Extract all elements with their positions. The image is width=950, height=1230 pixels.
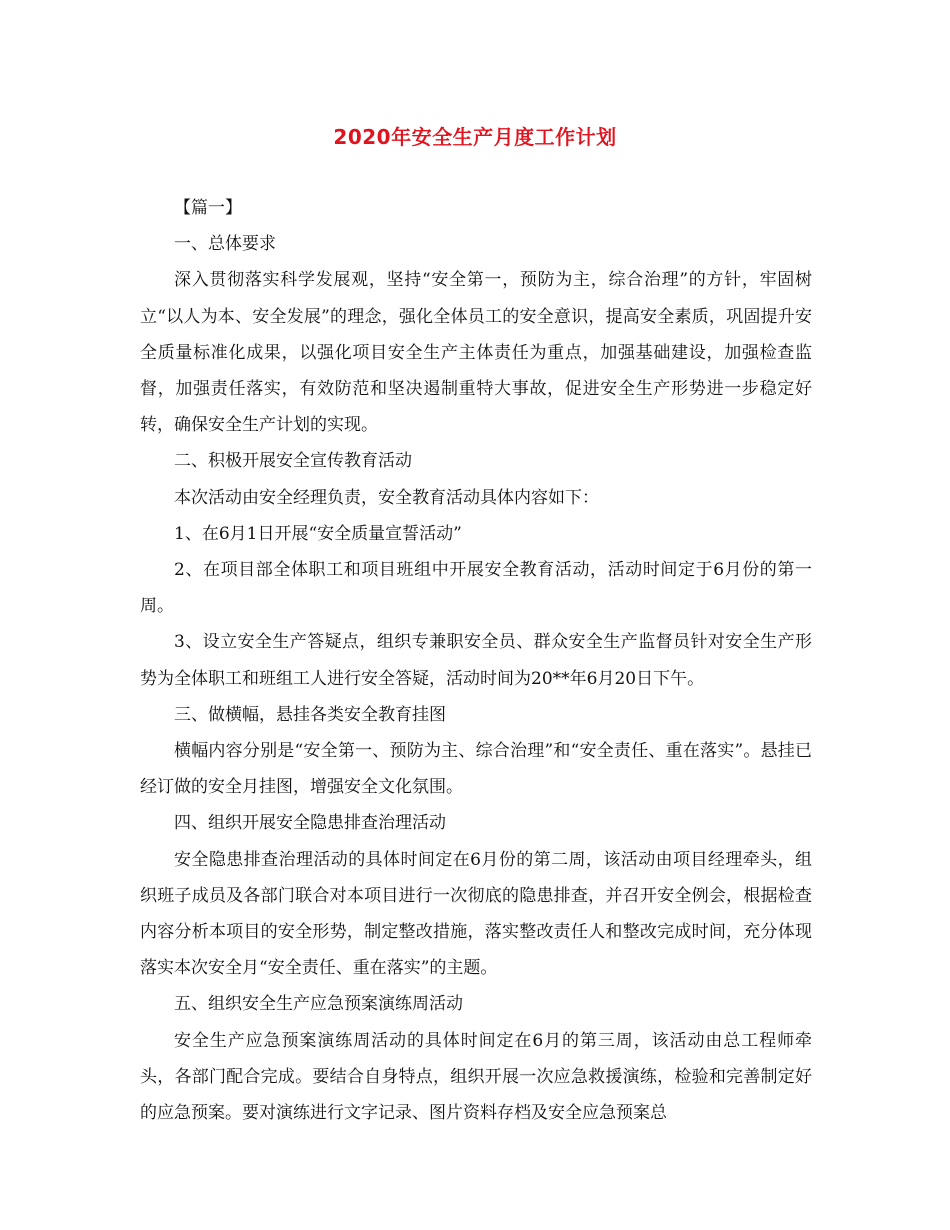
list-item: 1、在6月1日开展“安全质量宣誓活动”	[174, 523, 462, 544]
heading-emergency-drill: 五、组织安全生产应急预案演练周活动	[174, 994, 463, 1015]
paragraph: 深入贯彻落实科学发展观，坚持“安全第一，预防为主，综合治理”的方针，牢固树立“以人为本、安全发展”的理念，强化全体员工的安全意识，提高安全素质，巩固提升安全质量标准化成果，以强化项目安全生产主体责任为重点，加强基础建设，加强检查监督，加强责任落实，有效防范和坚决遏制重特大事故，促进安全生产形势进一步稳定好转，确保安全生产计划的实现。	[140, 270, 812, 436]
heading-general-requirements: 一、总体要求	[174, 234, 276, 255]
list-item: 2、在项目部全体职工和项目班组中开展安全教育活动，活动时间定于6月份的第一周。	[140, 560, 812, 617]
document-title: 2020年安全生产月度工作计划	[333, 125, 617, 149]
paragraph: 安全生产应急预案演练周活动的具体时间定在6月的第三周，该活动由总工程师牵头，各部门配合完成。要结合自身特点，组织开展一次应急救援演练，检验和完善制定好的应急预案。要对演练进行文字记录、图片资料存档及安全应急预案总	[140, 1030, 812, 1124]
paragraph: 安全隐患排查治理活动的具体时间定在6月份的第二周，该活动由项目经理牵头，组织班子成员及各部门联合对本项目进行一次彻底的隐患排查，并召开安全例会，根据检查内容分析本项目的安全形势，制定整改措施，落实整改责任人和整改完成时间，充分体现落实本次安全月“安全责任、重在落实”的主题。	[140, 849, 812, 979]
heading-safety-education: 二、积极开展安全宣传教育活动	[174, 451, 412, 472]
paragraph: 本次活动由安全经理负责，安全教育活动具体内容如下：	[174, 487, 599, 508]
heading-banners: 三、做横幅，悬挂各类安全教育挂图	[174, 704, 446, 725]
section-label: 【篇一】	[174, 198, 242, 218]
list-item: 3、设立安全生产答疑点，组织专兼职安全员、群众安全生产监督员针对安全生产形势为全体职工和班组工人进行安全答疑，活动时间为20**年6月20日下午。	[140, 632, 812, 689]
heading-hazard-inspection: 四、组织开展安全隐患排查治理活动	[174, 813, 446, 834]
paragraph: 横幅内容分别是“安全第一、预防为主、综合治理”和“安全责任、重在落实”。悬挂已经订做的安全月挂图，增强安全文化氛围。	[140, 741, 812, 798]
document-body	[140, 190, 812, 1131]
